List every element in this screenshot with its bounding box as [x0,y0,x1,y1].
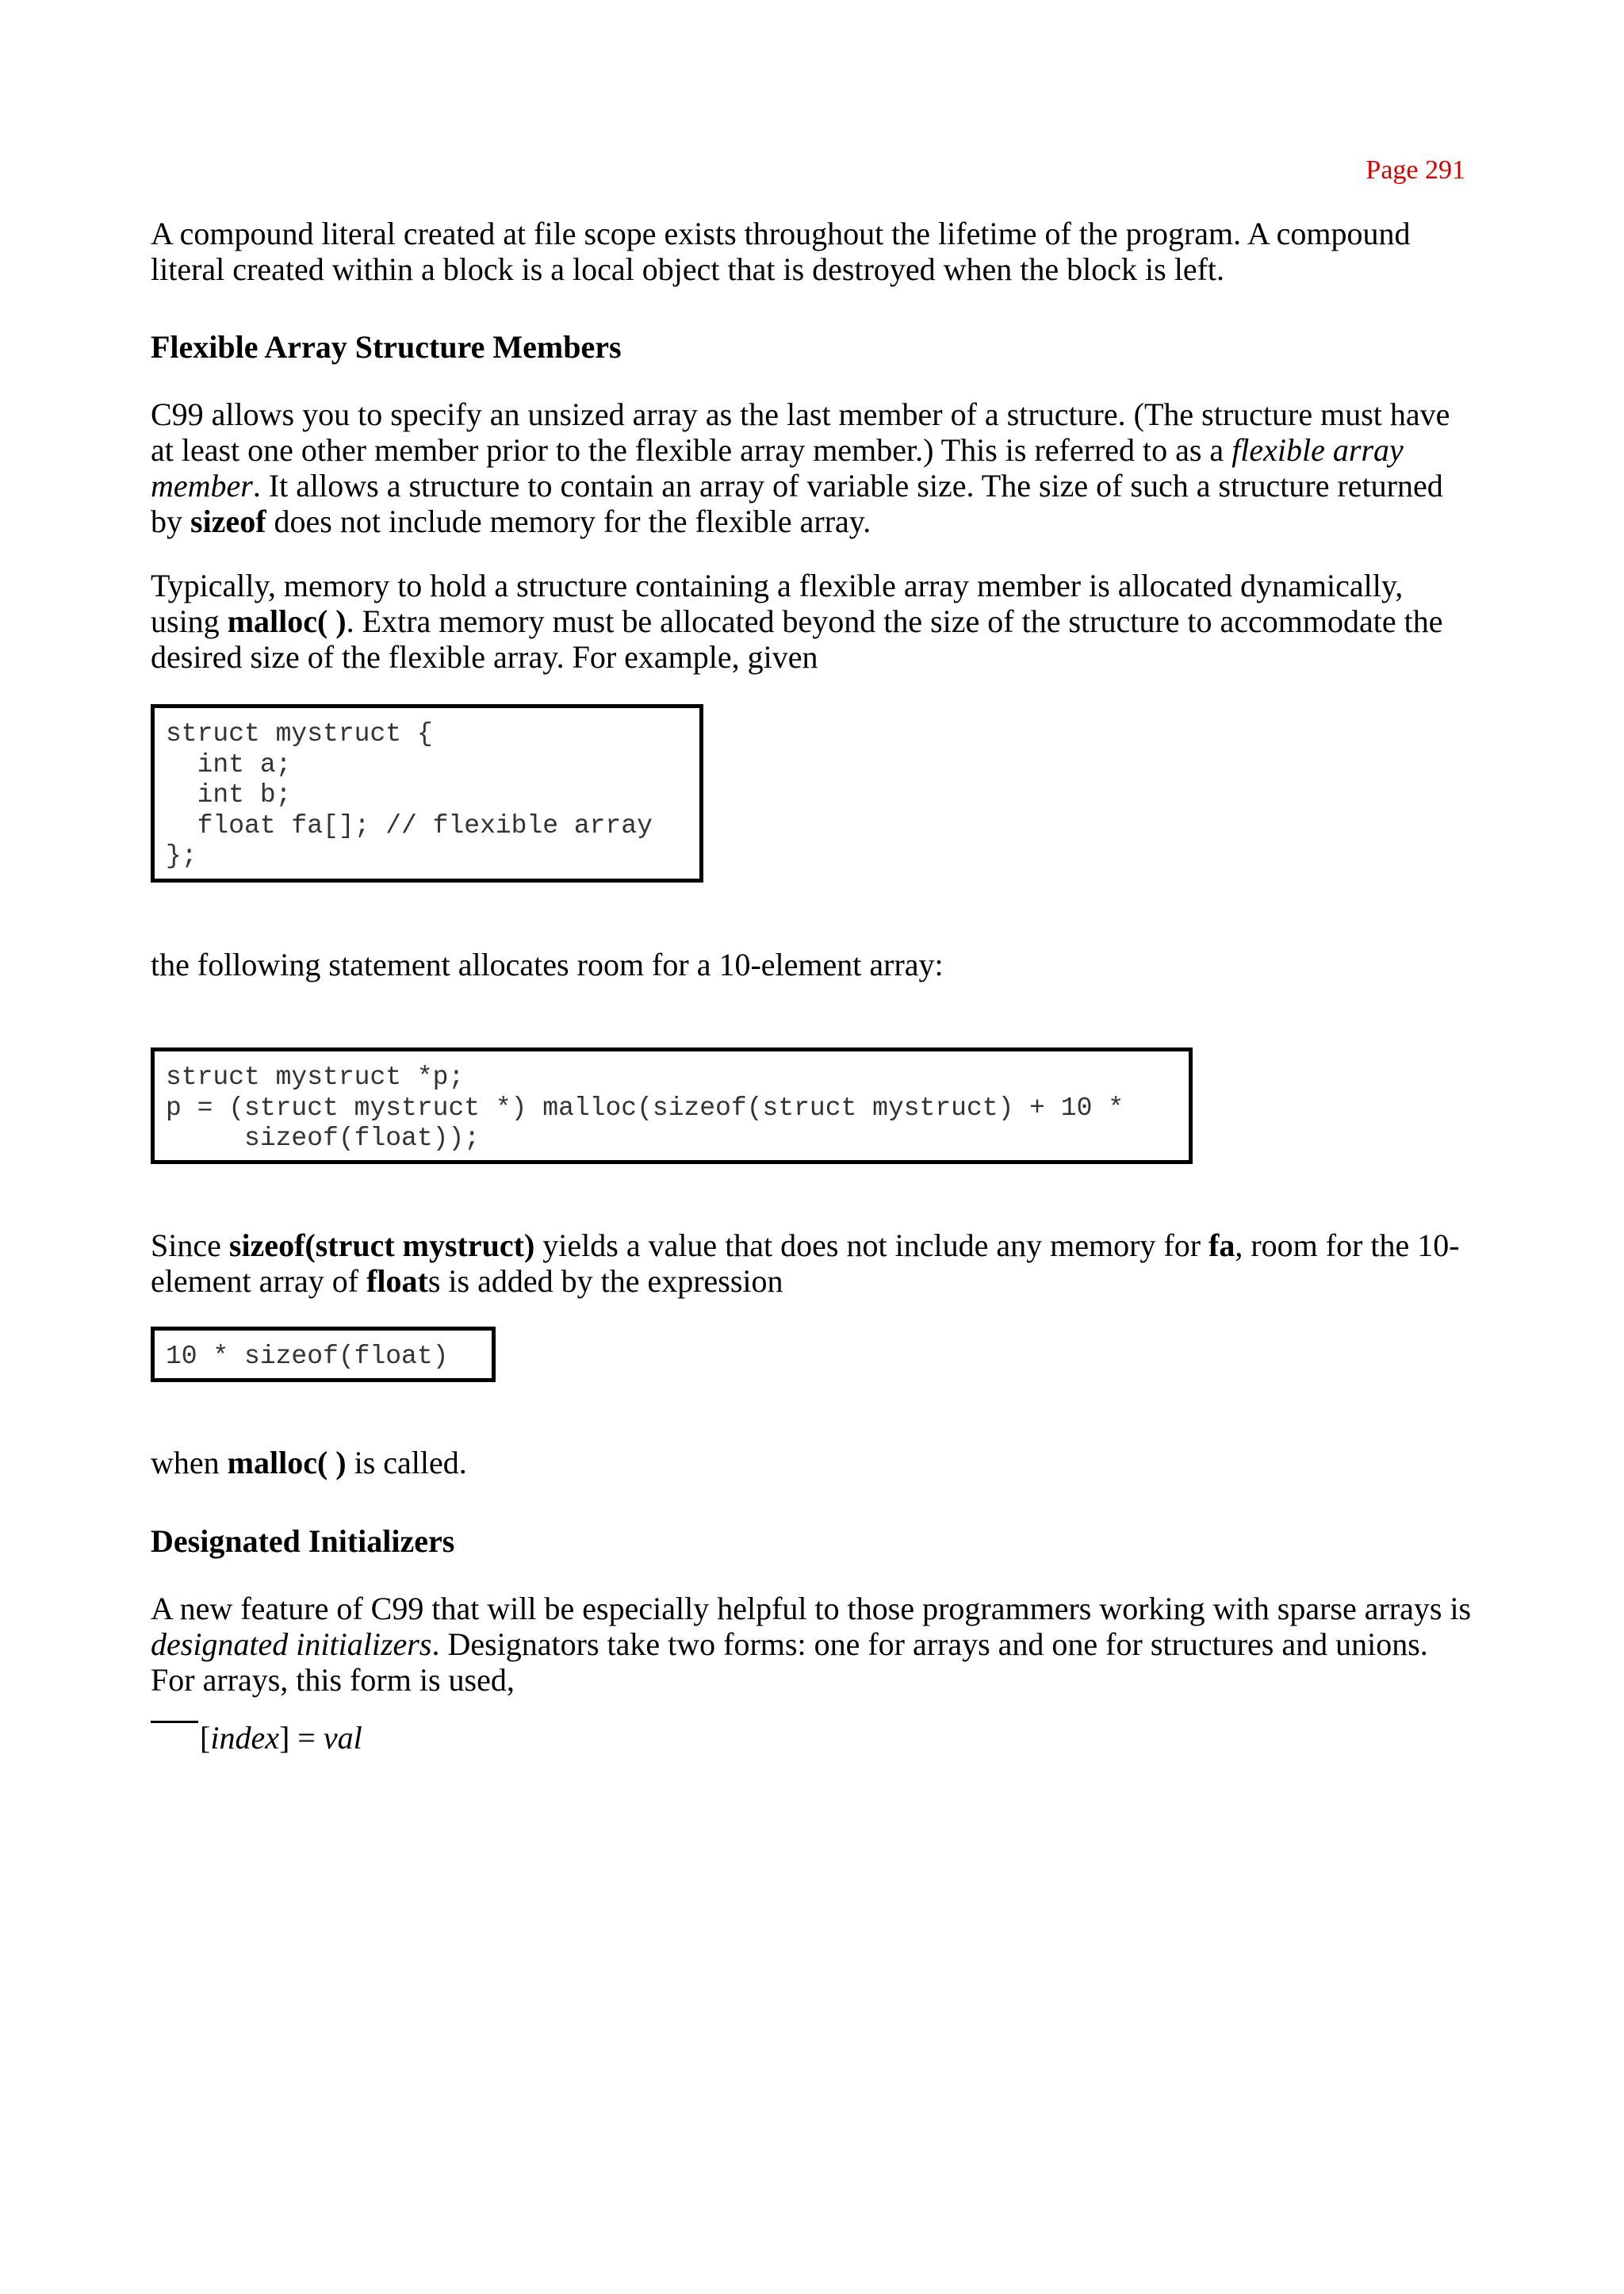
section-heading-flexible-array: Flexible Array Structure Members [151,329,622,365]
text-run: Since [151,1227,229,1263]
open-bracket: [ [200,1720,211,1756]
designated-initializers-paragraph [151,1591,1475,1698]
text-run: is called. [346,1445,467,1480]
value-placeholder: val [323,1720,362,1756]
text-run: does not include memory for the flexible array. [266,504,871,539]
section-heading-designated-initializers: Designated Initializers [151,1523,455,1559]
malloc-allocation-paragraph [151,568,1475,675]
code-block-malloc-statement: struct mystruct *p; p = (struct mystruct *) malloc(sizeof(struct mystruct) + 10 * sizeof(float)); [151,1047,1193,1164]
text-run: when [151,1445,228,1480]
text-run: s is added by the expression [427,1263,783,1299]
index-placeholder: index [210,1720,279,1756]
malloc-called-paragraph [151,1445,1475,1480]
text-run: . Extra memory must be allocated beyond the size of the structure to accommodate the desired size of the flexible array. For example, given [151,603,1443,675]
text-run: , room for the 10-element array of [151,1227,1460,1299]
keyword-float: float [366,1263,428,1299]
page-number: Page 291 [1365,155,1465,185]
keyword-malloc: malloc( ) [227,603,347,639]
text-run: yields a value that does not include any memory for [534,1227,1209,1263]
keyword-fa: fa [1208,1227,1235,1263]
keyword-sizeof-struct: sizeof(struct mystruct) [228,1227,535,1263]
designator-expression [200,1719,362,1756]
compound-literal-paragraph: A compound literal created at file scope exists throughout the lifetime of the program. A compound literal created within a block is a local object that is destroyed when the block is left. [151,216,1411,287]
keyword-sizeof: sizeof [190,504,266,539]
text-run: . It allows a structure to contain an array of variable size. The size of such a structure returned by [151,468,1443,539]
equals-sign: = [289,1720,324,1756]
term-flexible-array-member: flexible array member [151,432,1404,504]
text-run: . Designators take two forms: one for arrays and one for structures and unions. For arrays, this form is used, [151,1626,1428,1698]
text-run: C99 allows you to specify an unsized array as the last member of a structure. (The structure must have at least one other member prior to the flexible array member.) This is referred to as a [151,396,1450,468]
allocation-statement-paragraph: the following statement allocates room for a 10-element array: [151,947,944,982]
text-run: Typically, memory to hold a structure containing a flexible array member is allocated dynamically, using [151,568,1404,639]
code-block-struct-declaration: struct mystruct { int a; int b; float fa[]; // flexible array }; [151,704,703,883]
keyword-malloc: malloc( ) [227,1445,347,1480]
sizeof-explanation-paragraph [151,1227,1475,1299]
flexible-array-intro-paragraph [151,396,1475,539]
code-block-sizeof-expression: 10 * sizeof(float) [151,1327,496,1382]
syntax-rule-line [151,1721,198,1723]
close-bracket: ] [278,1720,290,1756]
text-run: A new feature of C99 that will be especially helpful to those programmers working with sparse arrays is [151,1591,1472,1626]
term-designated-initializers: designated initializers [151,1626,432,1662]
